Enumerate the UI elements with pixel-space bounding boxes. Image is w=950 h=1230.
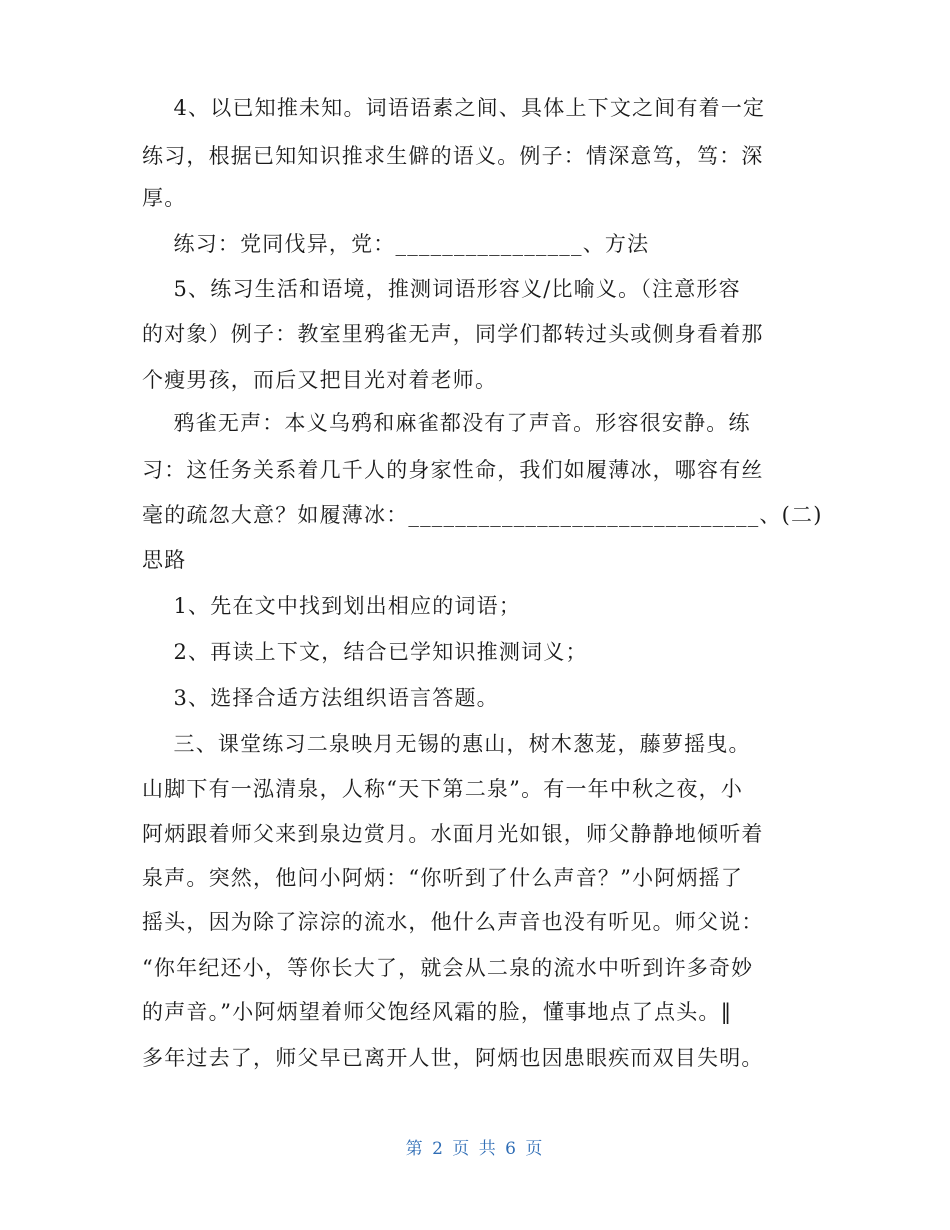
text-line: 练习：党同伐异，党：________________、方法 <box>142 232 650 256</box>
text-line: 个瘦男孩，而后又把目光对着老师。 <box>142 368 498 392</box>
text-line: 厚。 <box>142 186 187 210</box>
text-line: 多年过去了，师父早已离开人世，阿炳也因患眼疾而双目失明。 <box>142 1046 764 1070</box>
text-line: 3、选择合适方法组织语言答题。 <box>142 686 499 710</box>
text-line: 习：这任务关系着几千人的身家性命，我们如履薄冰，哪容有丝 <box>142 458 764 482</box>
text-line: 2、再读上下文，结合已学知识推测词义； <box>142 640 588 664</box>
text-line: 山脚下有一泓清泉，人称“天下第二泉”。有一年中秋之夜，小 <box>142 777 744 801</box>
text-line: 泉声。突然，他问小阿炳：“你听到了什么声音？”小阿炳摇了 <box>142 866 744 890</box>
text-line: 4、以已知推未知。词语语素之间、具体上下文之间有着一定 <box>142 96 766 120</box>
text-line: 毫的疏忽大意？如履薄冰：______________________________、(二) <box>142 503 823 527</box>
text-line: 1、先在文中找到划出相应的词语； <box>142 594 522 618</box>
text-line: 的声音。”小阿炳望着师父饱经风霜的脸，懂事地点了点头。‖ <box>142 1000 733 1024</box>
text-line: 阿炳跟着师父来到泉边赏月。水面月光如银，师父静静地倾听着 <box>142 822 764 846</box>
text-line: “你年纪还小，等你长大了，就会从二泉的流水中听到许多奇妙 <box>142 956 754 980</box>
text-line: 的对象）例子：教室里鸦雀无声，同学们都转过头或侧身看着那 <box>142 322 764 346</box>
text-line: 三、课堂练习二泉映月无锡的惠山，树木葱茏，藤萝摇曳。 <box>142 732 751 756</box>
text-line: 鸦雀无声：本义乌鸦和麻雀都没有了声音。形容很安静。练 <box>142 411 751 435</box>
text-line: 练习，根据已知知识推求生僻的语义。例子：情深意笃，笃：深 <box>142 144 764 168</box>
text-line: 思路 <box>142 548 187 572</box>
page-number-footer: 第 2 页 共 6 页 <box>405 1139 545 1159</box>
text-line: 5、练习生活和语境，推测词语形容义/比喻义。（注意形容 <box>142 277 741 301</box>
text-line: 摇头，因为除了淙淙的流水，他什么声音也没有听见。师父说： <box>142 910 764 934</box>
